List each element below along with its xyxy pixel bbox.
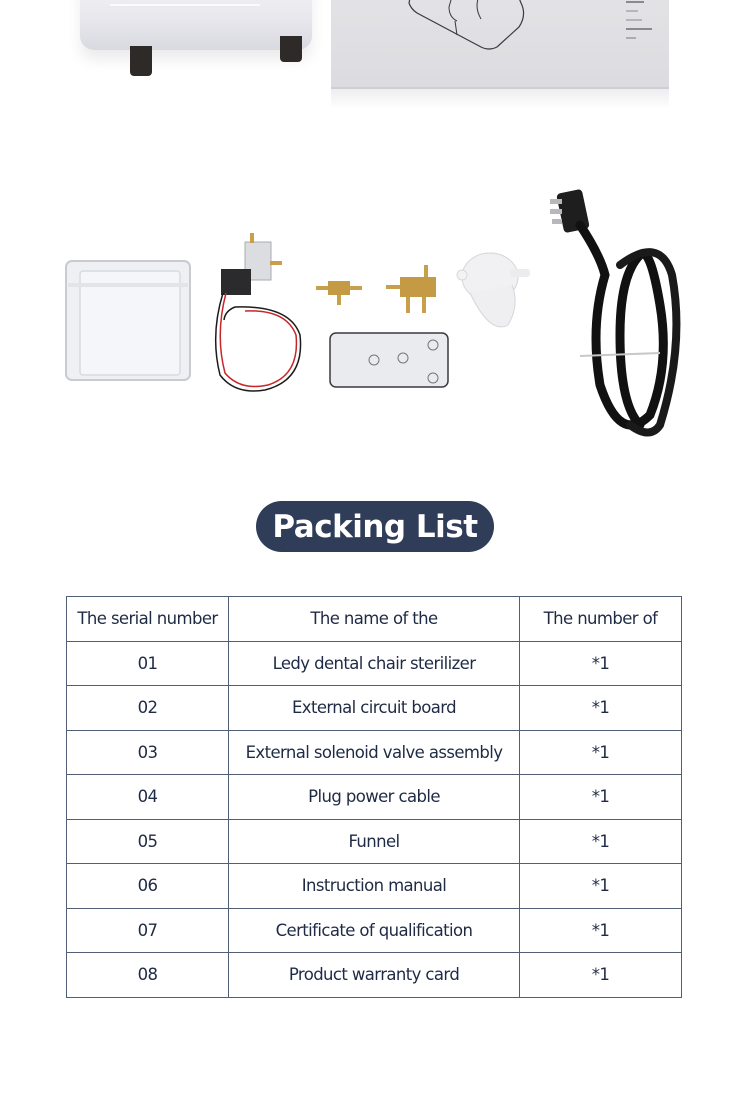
- sterilizer-device-image: [80, 0, 312, 50]
- header-item-name: The name of the: [229, 597, 520, 642]
- cell-qty: *1: [520, 686, 682, 731]
- cell-qty: *1: [520, 864, 682, 909]
- cell-serial: 06: [67, 864, 229, 909]
- cell-serial: 08: [67, 953, 229, 998]
- brass-four-way-connector-image: [386, 265, 436, 313]
- cell-serial: 07: [67, 908, 229, 953]
- cell-qty: *1: [520, 641, 682, 686]
- product-photo-top: [0, 0, 750, 130]
- cell-serial: 03: [67, 730, 229, 775]
- header-serial-number: The serial number: [67, 597, 229, 642]
- cell-name: Certificate of qualification: [229, 908, 520, 953]
- clear-case-image: [66, 261, 190, 380]
- cell-name: Funnel: [229, 819, 520, 864]
- box-reflection: [331, 89, 669, 109]
- product-box-image: [331, 0, 669, 89]
- packing-list-table: [66, 596, 682, 998]
- solenoid-valve-image: [216, 233, 301, 391]
- table-row: [67, 864, 682, 909]
- cell-serial: 05: [67, 819, 229, 864]
- cell-name: Plug power cable: [229, 775, 520, 820]
- table-row: [67, 908, 682, 953]
- cell-qty: *1: [520, 908, 682, 953]
- table-row: [67, 686, 682, 731]
- cell-serial: 02: [67, 686, 229, 731]
- cell-name: External circuit board: [229, 686, 520, 731]
- table-row: [67, 641, 682, 686]
- cell-qty: *1: [520, 730, 682, 775]
- table-row: [67, 730, 682, 775]
- device-foot: [280, 36, 302, 62]
- table-row: [67, 819, 682, 864]
- title-text: Packing List: [272, 508, 478, 545]
- table-header-row: [67, 597, 682, 642]
- cell-serial: 04: [67, 775, 229, 820]
- device-foot: [130, 46, 152, 76]
- header-quantity: The number of: [520, 597, 682, 642]
- table-row: [67, 775, 682, 820]
- funnel-image: [457, 253, 530, 327]
- table-row: [67, 953, 682, 998]
- cell-name: Instruction manual: [229, 864, 520, 909]
- cell-qty: *1: [520, 775, 682, 820]
- cell-name: Ledy dental chair sterilizer: [229, 641, 520, 686]
- accessories-photo: [60, 185, 710, 445]
- power-cable-image: [550, 189, 676, 433]
- cell-qty: *1: [520, 953, 682, 998]
- packing-list-title: [256, 501, 494, 552]
- cell-serial: 01: [67, 641, 229, 686]
- brass-three-way-connector-image: [316, 281, 362, 305]
- cell-qty: *1: [520, 819, 682, 864]
- cell-name: External solenoid valve assembly: [229, 730, 520, 775]
- remote-control-image: [330, 333, 448, 387]
- cell-name: Product warranty card: [229, 953, 520, 998]
